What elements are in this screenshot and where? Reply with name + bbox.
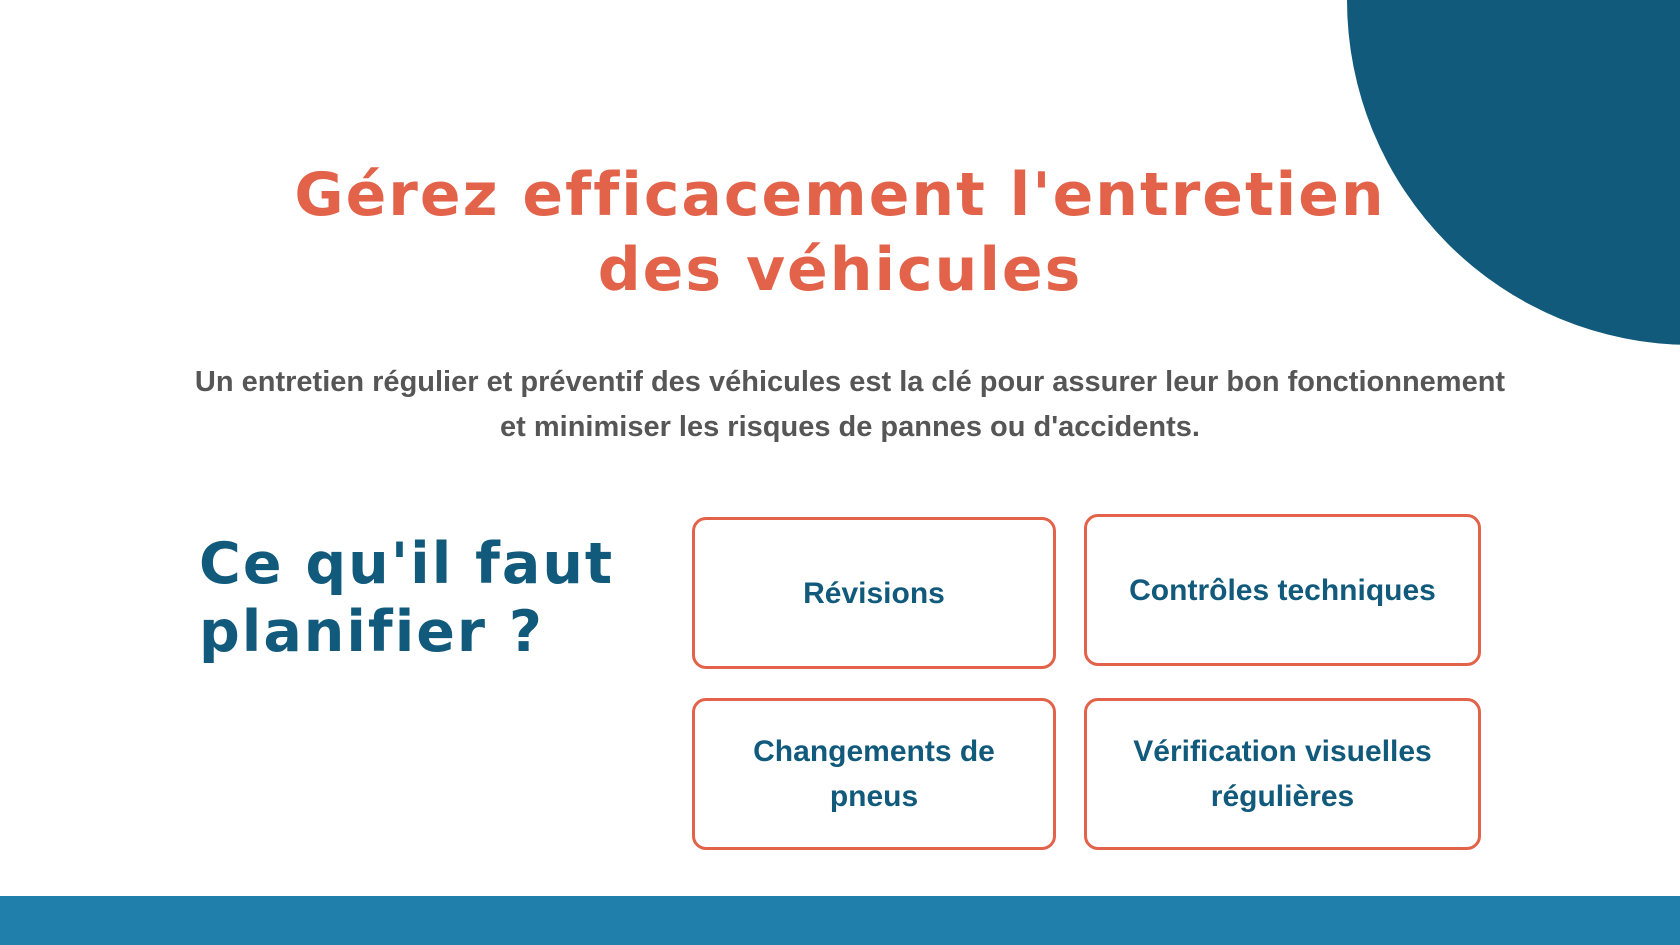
card-revisions <box>692 517 1056 669</box>
card-label: Contrôles techniques <box>1129 573 1436 607</box>
section-heading: Ce qu'il faut planifier ? <box>199 531 615 665</box>
footer-band <box>0 896 1680 945</box>
card-label: Vérification visuelles régulières <box>1133 735 1432 813</box>
card-verification-visuelles <box>1084 698 1481 850</box>
card-changements-pneus <box>692 698 1056 850</box>
card-controles-techniques <box>1084 514 1481 666</box>
card-label: Révisions <box>803 576 945 610</box>
card-label: Changements de pneus <box>753 735 995 813</box>
page-title: Gérez efficacement l'entretien des véhicules <box>294 160 1386 305</box>
intro-paragraph: Un entretien régulier et préventif des véhicules est la clé pour assurer leur bon fonctionnement et minimiser les risques de pannes ou d'accidents. <box>194 366 1506 443</box>
